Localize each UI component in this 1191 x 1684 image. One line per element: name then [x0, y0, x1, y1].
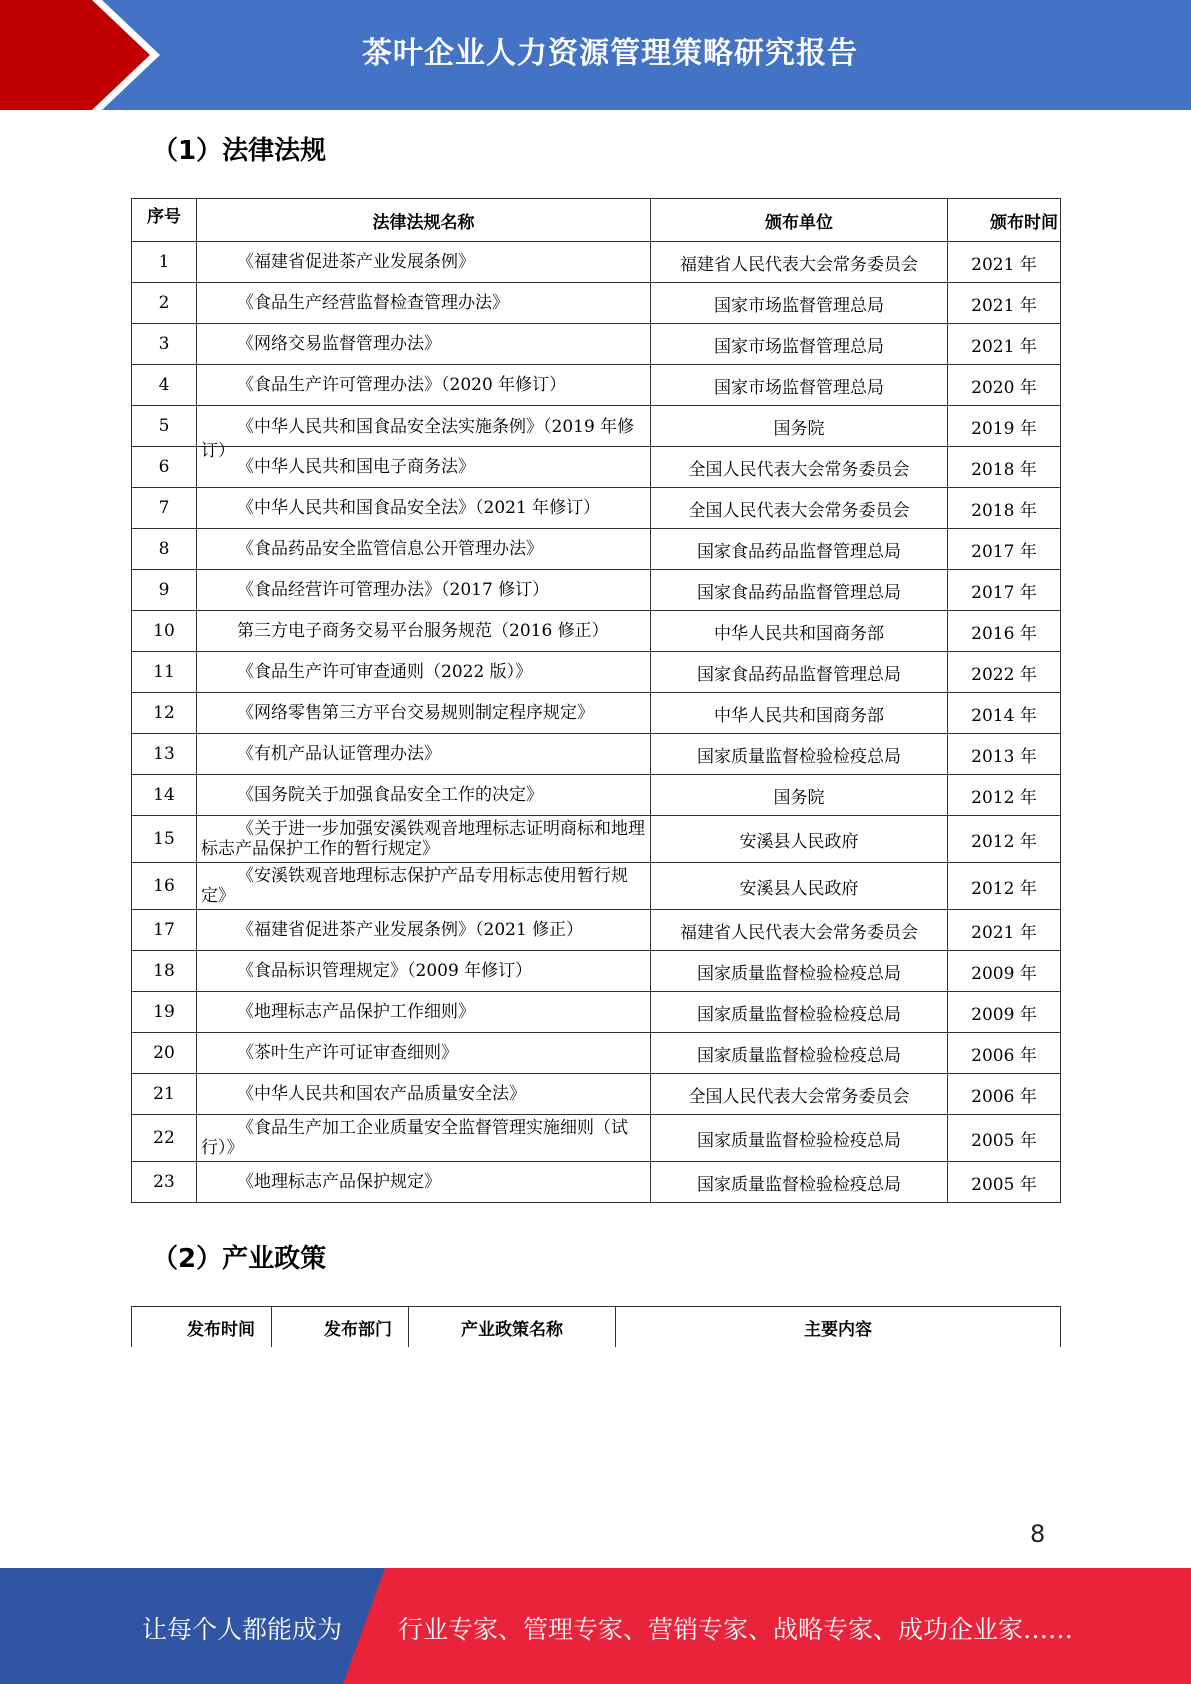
- page-number: 8: [1030, 1520, 1046, 1548]
- row-number: 4: [132, 365, 197, 406]
- law-name-cell: 《地理标志产品保护工作细则》: [197, 992, 651, 1033]
- header-banner: [0, 0, 1191, 110]
- row-number: 1: [132, 242, 197, 283]
- law-name-cell: 《中华人民共和国农产品质量安全法》: [197, 1074, 651, 1115]
- year-cell: 2009 年: [948, 951, 1061, 992]
- issuer-cell: 福建省人民代表大会常务委员会: [651, 910, 948, 951]
- issuer-cell: 国家质量监督检验检疫总局: [651, 1033, 948, 1074]
- table-row: [132, 570, 1061, 611]
- law-name-cell: 《有机产品认证管理办法》: [197, 734, 651, 775]
- column-header-policy-name: 产业政策名称: [409, 1307, 616, 1348]
- year-cell: 2005 年: [948, 1162, 1061, 1203]
- law-name-cell: 《福建省促进茶产业发展条例》: [197, 242, 651, 283]
- issuer-cell: 国家食品药品监督管理总局: [651, 570, 948, 611]
- law-name-cell: 《茶叶生产许可证审查细则》: [197, 1033, 651, 1074]
- law-name-cell: 《食品标识管理规定》（2009 年修订）: [197, 951, 651, 992]
- table-row: [132, 406, 1061, 447]
- row-number: 17: [132, 910, 197, 951]
- table-row: [132, 652, 1061, 693]
- issuer-cell: 国家市场监督管理总局: [651, 283, 948, 324]
- laws-table-header-row: [132, 199, 1061, 242]
- section-heading-laws: （1）法律法规: [152, 136, 327, 166]
- issuer-cell: 中华人民共和国商务部: [651, 693, 948, 734]
- law-name-cell: 《福建省促进茶产业发展条例》（2021 修正）: [197, 910, 651, 951]
- table-row: [132, 283, 1061, 324]
- law-name-cell: 《网络交易监督管理办法》: [197, 324, 651, 365]
- table-row: [132, 1033, 1061, 1074]
- row-number: 22: [132, 1115, 197, 1162]
- year-cell: 2006 年: [948, 1074, 1061, 1115]
- column-header-department: 发布部门: [272, 1307, 409, 1348]
- table-row: [132, 992, 1061, 1033]
- law-name-cell: 《关于进一步加强安溪铁观音地理标志证明商标和地理 标志产品保护工作的暂行规定》: [197, 816, 651, 863]
- column-header-main-content: 主要内容: [616, 1307, 1061, 1348]
- issuer-cell: 国家质量监督检验检疫总局: [651, 951, 948, 992]
- table-row: [132, 910, 1061, 951]
- table-row: [132, 775, 1061, 816]
- report-title: 茶叶企业人力资源管理策略研究报告: [362, 36, 858, 71]
- issuer-cell: 全国人民代表大会常务委员会: [651, 447, 948, 488]
- table-row: [132, 863, 1061, 910]
- table-row: [132, 611, 1061, 652]
- year-cell: 2019 年: [948, 406, 1061, 447]
- year-cell: 2021 年: [948, 283, 1061, 324]
- year-cell: 2012 年: [948, 775, 1061, 816]
- law-name-cell: 《国务院关于加强食品安全工作的决定》: [197, 775, 651, 816]
- issuer-cell: 国务院: [651, 775, 948, 816]
- year-cell: 2017 年: [948, 529, 1061, 570]
- row-number: 15: [132, 816, 197, 863]
- law-name-cell: 《食品生产许可审查通则（2022 版）》: [197, 652, 651, 693]
- row-number: 7: [132, 488, 197, 529]
- table-row: [132, 693, 1061, 734]
- issuer-cell: 国家质量监督检验检疫总局: [651, 1115, 948, 1162]
- law-name: 《中华人民共和国食品安全法实施条例》（2019 年修订）: [201, 417, 635, 461]
- row-number: 18: [132, 951, 197, 992]
- table-row: [132, 1074, 1061, 1115]
- row-number: 14: [132, 775, 197, 816]
- footer-slogan-right: 行业专家、管理专家、营销专家、战略专家、成功企业家……: [398, 1615, 1074, 1644]
- issuer-cell: 国家市场监督管理总局: [651, 365, 948, 406]
- row-number: 9: [132, 570, 197, 611]
- row-number: 12: [132, 693, 197, 734]
- row-number: 6: [132, 447, 197, 488]
- policy-table: [131, 1306, 1061, 1347]
- row-number: 5: [132, 406, 197, 447]
- row-number: 13: [132, 734, 197, 775]
- column-header-number: [132, 199, 197, 242]
- issuer-cell: 全国人民代表大会常务委员会: [651, 488, 948, 529]
- law-name-cell: [197, 406, 651, 461]
- law-name-cell: 《食品生产经营监督检查管理办法》: [197, 283, 651, 324]
- column-header-number-label: 序号: [147, 207, 181, 227]
- issuer-cell: 福建省人民代表大会常务委员会: [651, 242, 948, 283]
- year-cell: 2020 年: [948, 365, 1061, 406]
- laws-table-body: [132, 242, 1061, 1203]
- issuer-cell: 国家质量监督检验检疫总局: [651, 992, 948, 1033]
- year-cell: 2014 年: [948, 693, 1061, 734]
- table-row: [132, 1115, 1061, 1162]
- laws-table: [131, 198, 1061, 1203]
- row-number: 3: [132, 324, 197, 365]
- law-name-cell: 《中华人民共和国食品安全法》（2021 年修订）: [197, 488, 651, 529]
- table-row: [132, 447, 1061, 488]
- year-cell: 2016 年: [948, 611, 1061, 652]
- table-row: [132, 242, 1061, 283]
- issuer-cell: 国务院: [651, 406, 948, 447]
- law-name-cell: 《地理标志产品保护规定》: [197, 1162, 651, 1203]
- year-cell: 2005 年: [948, 1115, 1061, 1162]
- table-row: [132, 816, 1061, 863]
- year-cell: 2009 年: [948, 992, 1061, 1033]
- year-cell: 2017 年: [948, 570, 1061, 611]
- table-row: [132, 365, 1061, 406]
- column-header-name: 法律法规名称: [197, 199, 651, 242]
- issuer-cell: 全国人民代表大会常务委员会: [651, 1074, 948, 1115]
- issuer-cell: 国家食品药品监督管理总局: [651, 652, 948, 693]
- issuer-cell: 安溪县人民政府: [651, 816, 948, 863]
- law-name-cell: 《安溪铁观音地理标志保护产品专用标志使用暂行规定》: [197, 863, 651, 910]
- column-header-release-date: 发布时间: [132, 1307, 272, 1348]
- column-header-issuer: 颁布单位: [651, 199, 948, 242]
- row-number: 23: [132, 1162, 197, 1203]
- table-row: [132, 529, 1061, 570]
- year-cell: 2013 年: [948, 734, 1061, 775]
- law-name-cell: 《食品经营许可管理办法》（2017 修订）: [197, 570, 651, 611]
- year-cell: 2012 年: [948, 816, 1061, 863]
- law-name-cell: 《中华人民共和国电子商务法》: [197, 447, 651, 488]
- row-number: 21: [132, 1074, 197, 1115]
- year-cell: 2021 年: [948, 242, 1061, 283]
- law-name-cell: 《食品药品安全监管信息公开管理办法》: [197, 529, 651, 570]
- row-number: 8: [132, 529, 197, 570]
- policy-table-header-row: [132, 1307, 1061, 1348]
- year-cell: 2006 年: [948, 1033, 1061, 1074]
- year-cell: 2018 年: [948, 488, 1061, 529]
- table-row: [132, 734, 1061, 775]
- table-row: [132, 488, 1061, 529]
- row-number: 19: [132, 992, 197, 1033]
- law-name-cell: 第三方电子商务交易平台服务规范（2016 修正）: [197, 611, 651, 652]
- issuer-cell: 中华人民共和国商务部: [651, 611, 948, 652]
- header-red-arrow: [0, 0, 150, 110]
- column-header-year: 颁布时间: [948, 199, 1061, 242]
- law-name-cell: 《网络零售第三方平台交易规则制定程序规定》: [197, 693, 651, 734]
- issuer-cell: 国家市场监督管理总局: [651, 324, 948, 365]
- year-cell: 2018 年: [948, 447, 1061, 488]
- issuer-cell: 安溪县人民政府: [651, 863, 948, 910]
- table-row: [132, 951, 1061, 992]
- issuer-cell: 国家食品药品监督管理总局: [651, 529, 948, 570]
- table-row: [132, 324, 1061, 365]
- issuer-cell: 国家质量监督检验检疫总局: [651, 1162, 948, 1203]
- year-cell: 2012 年: [948, 863, 1061, 910]
- row-number: 11: [132, 652, 197, 693]
- row-number: 16: [132, 863, 197, 910]
- year-cell: 2021 年: [948, 324, 1061, 365]
- law-name-cell: 《食品生产加工企业质量安全监督管理实施细则（试行）》: [197, 1115, 651, 1162]
- row-number: 10: [132, 611, 197, 652]
- footer-slogan-left: 让每个人都能成为: [142, 1615, 343, 1644]
- year-cell: 2022 年: [948, 652, 1061, 693]
- year-cell: 2021 年: [948, 910, 1061, 951]
- table-row: [132, 1162, 1061, 1203]
- law-name-cell: 《食品生产许可管理办法》（2020 年修订）: [197, 365, 651, 406]
- row-number: 2: [132, 283, 197, 324]
- footer-banner: [0, 1568, 1191, 1684]
- section-heading-policy: （2）产业政策: [152, 1244, 327, 1274]
- row-number: 20: [132, 1033, 197, 1074]
- issuer-cell: 国家质量监督检验检疫总局: [651, 734, 948, 775]
